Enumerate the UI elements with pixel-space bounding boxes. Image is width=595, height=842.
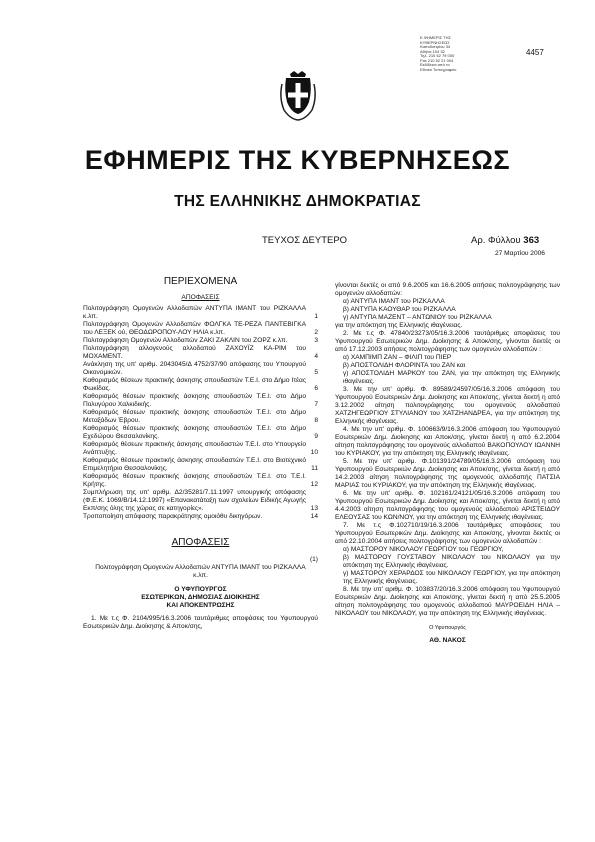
body-paragraph: 8. Με την υπ' αριθμ. Φ. 103837/20/16.3.2006 απόφαση του Υφυπουργού Εσωτερικών Δημ. Διοίκησης και Αποκ/σης, γίνεται δεκτή η από 25.5.2005 αίτηση πολιτογράφησης του ομογενούς αλλοδαπού ΜΑΥΡΟΕΙΔΗ ΗΛΙΑ – ΝΙΚΟΛΑΟΥ του ΝΙΚΟΛΑΟΥ, για την απόκτηση της Ελληνικής ιθαγένειας. — [335, 586, 560, 617]
toc-item: Καθορισμός θέσεων πρακτικής άσκησης σπουδαστών Τ.Ε.Ι. στο Βιοτεχνικό Επιμελητήριο Θεσσαλονίκης. 11 — [83, 457, 318, 472]
authority-line: ΕΣΩΤΕΡΙΚΩΝ, ΔΗΜΟΣΙΑΣ ΔΙΟΙΚΗΣΗΣ — [141, 594, 260, 601]
notice-line: Αθήνα 104 32 — [420, 48, 445, 54]
body-paragraph: 6. Με την υπ' αριθμ. Φ. 102161/24121/05/16.3.2006 απόφαση του Υφυπουργού Εσωτερικών Δημ. Διοίκησης και Αποκ/σης, γίνεται δεκτή η από 4.4.2003 αίτηση πολιτογράφησης του ομογενούς αλλοδαπού ΑΡΙΣΤΕΙΔΟΥ ΕΛΕΟΥΣΑΣ του ΚΩΝ/ΝΟΥ, για την απόκτηση της Ελληνικής ιθαγένειας. — [335, 490, 560, 521]
toc-heading: ΠΕΡΙΕΧΟΜΕΝΑ — [163, 276, 238, 287]
notice-line: Εθνικό Τυπογραφείο — [420, 66, 457, 72]
notice-line: Ε.ΦΗΜΕΡΙΣ ΤΗΣ — [420, 35, 451, 40]
notice-line: Fax 210 52 21 004 — [420, 57, 454, 63]
decision-number: (1) — [309, 556, 318, 563]
body-paragraph: 3. Με την υπ' αριθμ. Φ. 89589/24597/05/16.3.2006 απόφαση του Υφυπουργού Εσωτερικών Δημ. Διοίκησης και Αποκ/σης, γίνεται δεκτή η από 3.12.2002 αίτηση πολιτογράφησης του ομογενούς αλλοδαπού ΧΑΤΖΗΓΕΩΡΓΙΟΥ ΣΤΥΛΙΑΝΟΥ του ΧΑΤΖΗΑΝΔΡΕΑ, για την απόκτηση της Ελληνικής ιθαγένειας. — [335, 386, 560, 425]
notice-line: Καποδιστρίου 34 — [420, 44, 451, 49]
publisher-notice — [420, 36, 500, 72]
authority-line: ΚΑΙ ΑΠΟΚΕΝΤΡΩΣΗΣ — [166, 602, 235, 609]
body-paragraph: α) ΑΝΤΥΠΑ ΙΜΑΝΤ του ΡΙΖΚΑΛΛΑ — [343, 298, 445, 305]
body-paragraph: γ) ΑΠΟΣΤΟΛΙΔΗ ΜΑΡΚΟΥ του ΖΑΝ, για την απόκτηση της Ελληνικής ιθαγένειας. — [343, 370, 560, 385]
toc-item: Πολιτογράφηση αλλογενούς αλλοδαπού ΖΑΧΟΥΪΖ ΚΑ-ΡΙΜ του ΜΟΧΑΜΕΝΤ. 4 — [83, 345, 318, 360]
toc-item: Τροποποίηση απόφασης παρακράτησης ομοιόθυ δικηγόρων. 14 — [83, 513, 318, 520]
sheet-number: 363 — [523, 235, 540, 246]
toc-item: Καθορισμός θέσεων πρακτικής άσκησης σπουδαστών Τ.Ε.Ι. στο Δήμο Μεταξάδων Έβρου. 8 — [83, 409, 318, 424]
gazette-subtitle: ΤΗΣ ΕΛΛΗΝΙΚΗΣ ΔΗΜΟΚΡΑΤΙΑΣ — [174, 193, 421, 210]
gazette-title: ΕΦΗΜΕΡΙΣ ΤΗΣ ΚΥΒΕΡΝΗΣΕΩΣ — [84, 145, 511, 175]
page-number: 4457 — [526, 48, 544, 57]
sheet-info — [471, 235, 539, 246]
decision-caption: Πολιτογράφηση Ομογενών Αλλοδαπών ΑΝΤΥΠΑ ΙΜΑΝΤ του ΡΙΖΚΑΛΛΑ κ.λπ. — [95, 564, 306, 579]
issue-date: 27 Μαρτίου 2006 — [495, 250, 545, 257]
decision-first-paragraph: 1. Με τ.ς Φ. 2104/995/16.3.2006 ταυτάριθμες αποφάσεις του Υφυπουργού Εσωτερικών Δημ. Διοίκησης & Αποκ/σης, — [83, 615, 318, 630]
body-paragraph: α) ΧΑΜΠΙΜΠ ΖΑΝ – ΦΙΛΙΠ του ΠΙΕΡ — [343, 354, 452, 361]
toc-item: Καθορισμός θέσεων πρακτικής άσκησης σπουδαστών Τ.Ε.Ι. στο Δήμο Πολυγύρου Χαλκιδικής. 7 — [83, 393, 318, 408]
body-paragraph: β) ΑΠΟΣΤΟΛΙΔΗ ΦΛΟΡΙΝΤΑ του ΖΑΝ και — [343, 362, 466, 369]
body-paragraph: γ) ΜΑΣΤΟΡΟΥ ΧΕΡΑΡΔΟΣ του ΝΙΚΟΛΑΟΥ ΓΕΩΡΓΙΟΥ, για την απόκτηση της Ελληνικής ιθαγένειας. — [343, 570, 560, 585]
toc-item: Συμπλήρωση της υπ' αριθμ. Δ2/35281/7.11.1997 υπουργικής απόφασης (Φ.Ε.Κ. 1069/Β/14.12.1997) «Επανακατάταξη των σχολείων Ειδικής Αγωγής Εκπ/σης όλης της χώρας σε κατηγορίες». 13 — [83, 489, 318, 512]
left-column — [83, 276, 318, 631]
body-paragraph: για την απόκτηση της Ελληνικής ιθαγένειας. — [335, 322, 463, 329]
body-paragraph: 2. Με τ.ς Φ. 47840/23273/05/16.3.2006 ταυτάριθμες αποφάσεις του Υφυπουργού Εσωτερικών Δημ. Διοίκησης & Αποκ/σης, γίνονται δεκτές οι από 17.12.2003 αιτήσεις πολιτογράφησης των ομογενών αλλοδαπών : — [335, 330, 560, 353]
coat-of-arms-icon — [278, 70, 318, 122]
toc-item: Καθορισμός θέσεων πρακτικής άσκησης σπουδαστών Τ.Ε.Ι. στο Τ.Ε.Ι. Κρήτης. 12 — [83, 473, 318, 488]
body-paragraph: β) ΜΑΣΤΟΡΟΥ ΓΟΥΣΤΑΒΟΥ ΝΙΚΟΛΑΟΥ του ΝΙΚΟΛΑΟΥ για την απόκτηση της Ελληνικής ιθαγένειας. — [343, 554, 560, 569]
toc-item: Καθορισμός θέσεων πρακτικής άσκησης σπουδαστών Τ.Ε.Ι. στο Υπουργείο Ανάπτυξης. 10 — [83, 441, 318, 456]
toc-list — [83, 305, 318, 521]
toc-item: Πολιτογράφηση Ομογενών Αλλοδαπών ΑΝΤΥΠΑ ΙΜΑΝΤ του ΡΙΖΚΑΛΛΑ κ.λπ. 1 — [83, 305, 318, 320]
toc-item: Καθορισμός θέσεων πρακτικής άσκησης σπουδαστών Τ.Ε.Ι. στο Δήμο Ιτέας Φωκίδας. 6 — [83, 377, 318, 392]
body-paragraph: β) ΑΝΤΥΠΑ ΚΑΟΥΘΑΡ του ΡΙΖΚΑΛΛΑ — [343, 306, 456, 313]
body-paragraph: α) ΜΑΣΤΟΡΟΥ ΝΙΚΟΛΑΟΥ ΓΕΩΡΓΙΟΥ του ΓΕΩΡΓΙΟΥ, — [343, 546, 504, 553]
body-paragraph: 5. Με την υπ' αριθμ. Φ.101391/24789/05/16.3.2006 απόφαση του Υφυπουργού Εσωτερικών Δημ. Διοίκησης και Αποκ/σης, γίνεται δεκτή η από 14.2.2003 αίτηση πολιτογράφησης της ομογενούς αλλοδαπής ΠΑΤΣΙΑ ΜΑΡΙΑΣ του ΚΥΡΙΑΚΟΥ, για την απόκτηση της Ελληνικής ιθαγένειας. — [335, 458, 560, 489]
issue-label: ΤΕΥΧΟΣ ΔΕΥΤΕΡΟ — [262, 235, 348, 246]
notice-line: Εκδίδεται από το — [420, 62, 450, 67]
toc-item: Πολιτογράφηση Ομογενών Αλλοδαπών ΖΑΚΙ ΖΑΚΛΙΝ του ΖΟΡΖ κ.λπ. 3 — [83, 337, 318, 344]
toc-item: Καθορισμός θέσεων πρακτικής άσκησης σπουδαστών Τ.Ε.Ι. στο Δήμο Εχεδώρου Θεσσαλονίκης. 9 — [83, 425, 318, 440]
body-paragraph: 7. Με τ.ς Φ.102710/19/16.3.2006 ταυτάριθμες αποφάσεις του Υφυπουργού Εσωτερικών Δημ. Διοίκησης και Αποκ/σης, γίνονται δεκτές οι από 22.10.2004 αιτήσεις πολιτογράφησης των ομογενών αλλοδαπών : — [335, 522, 560, 545]
decision-authority — [83, 586, 318, 610]
notice-line: ΚΥΒΕΡΝΗΣΕΩΣ — [420, 39, 450, 45]
toc-item: Πολιτογράφηση Ομογενών Αλλοδαπών ΦΟΛΓΚΑ ΤΕ-ΡΕΖΑ ΠΑΝΤΕΒΙΓΚΑ του ΛΕΞΕΚ ού, ΘΕΟΔΩΡΟΠΟΥ-ΛΟΥ ΗΛΙΑ κ.λπ. 2 — [83, 321, 318, 336]
right-column — [335, 282, 560, 645]
toc-item: Ανάκληση της υπ' αριθμ. 2043045/Δ 4752/37/90 απόφασης του Υπουργού Οικονομικών. 5 — [83, 361, 318, 376]
sheet-label: Αρ. Φύλλου — [471, 235, 521, 246]
signature-title: Ο Υφυπουργός — [429, 625, 466, 631]
authority-line: Ο ΥΦΥΠΟΥΡΓΟΣ — [174, 586, 227, 593]
body-paragraph: γ) ΑΝΤΥΠΑ ΜΑΖΕΝΤ – ΑΝΤΩΝΙΟΥ του ΡΙΖΚΑΛΛΑ — [343, 314, 492, 321]
body-paragraph: 4. Με την υπ' αριθμ. Φ. 100663/9/16.3.2006 απόφαση του Υφυπουργού Εσωτερικών Δημ. Διοίκησης και Αποκ/σης, γίνεται δεκτή η από 6.2.2004 αίτηση πολιτογράφησης του ομογενούς αλλοδαπού ΒΑΚΟΠΟΥΛΟΥ ΙΩΑΝΝΗ του ΚΥΡΙΑΚΟΥ, για την απόκτηση της Ελληνικής ιθαγένειας. — [335, 426, 560, 457]
decisions-heading: ΑΠΟΦΑΣΕΙΣ — [171, 537, 230, 548]
signature-name: ΑΘ. ΝΑΚΟΣ — [429, 637, 466, 644]
body-paragraph: γίνονται δεκτές οι από 9.6.2005 και 16.6.2005 αιτήσεις πολιτογράφησης των ομογενών αλλοδαπών: — [335, 282, 560, 297]
toc-subheading: ΑΠΟΦΑΣΕΙΣ — [181, 294, 220, 301]
notice-line: Τηλ. 210 52 79 000 — [420, 53, 455, 58]
